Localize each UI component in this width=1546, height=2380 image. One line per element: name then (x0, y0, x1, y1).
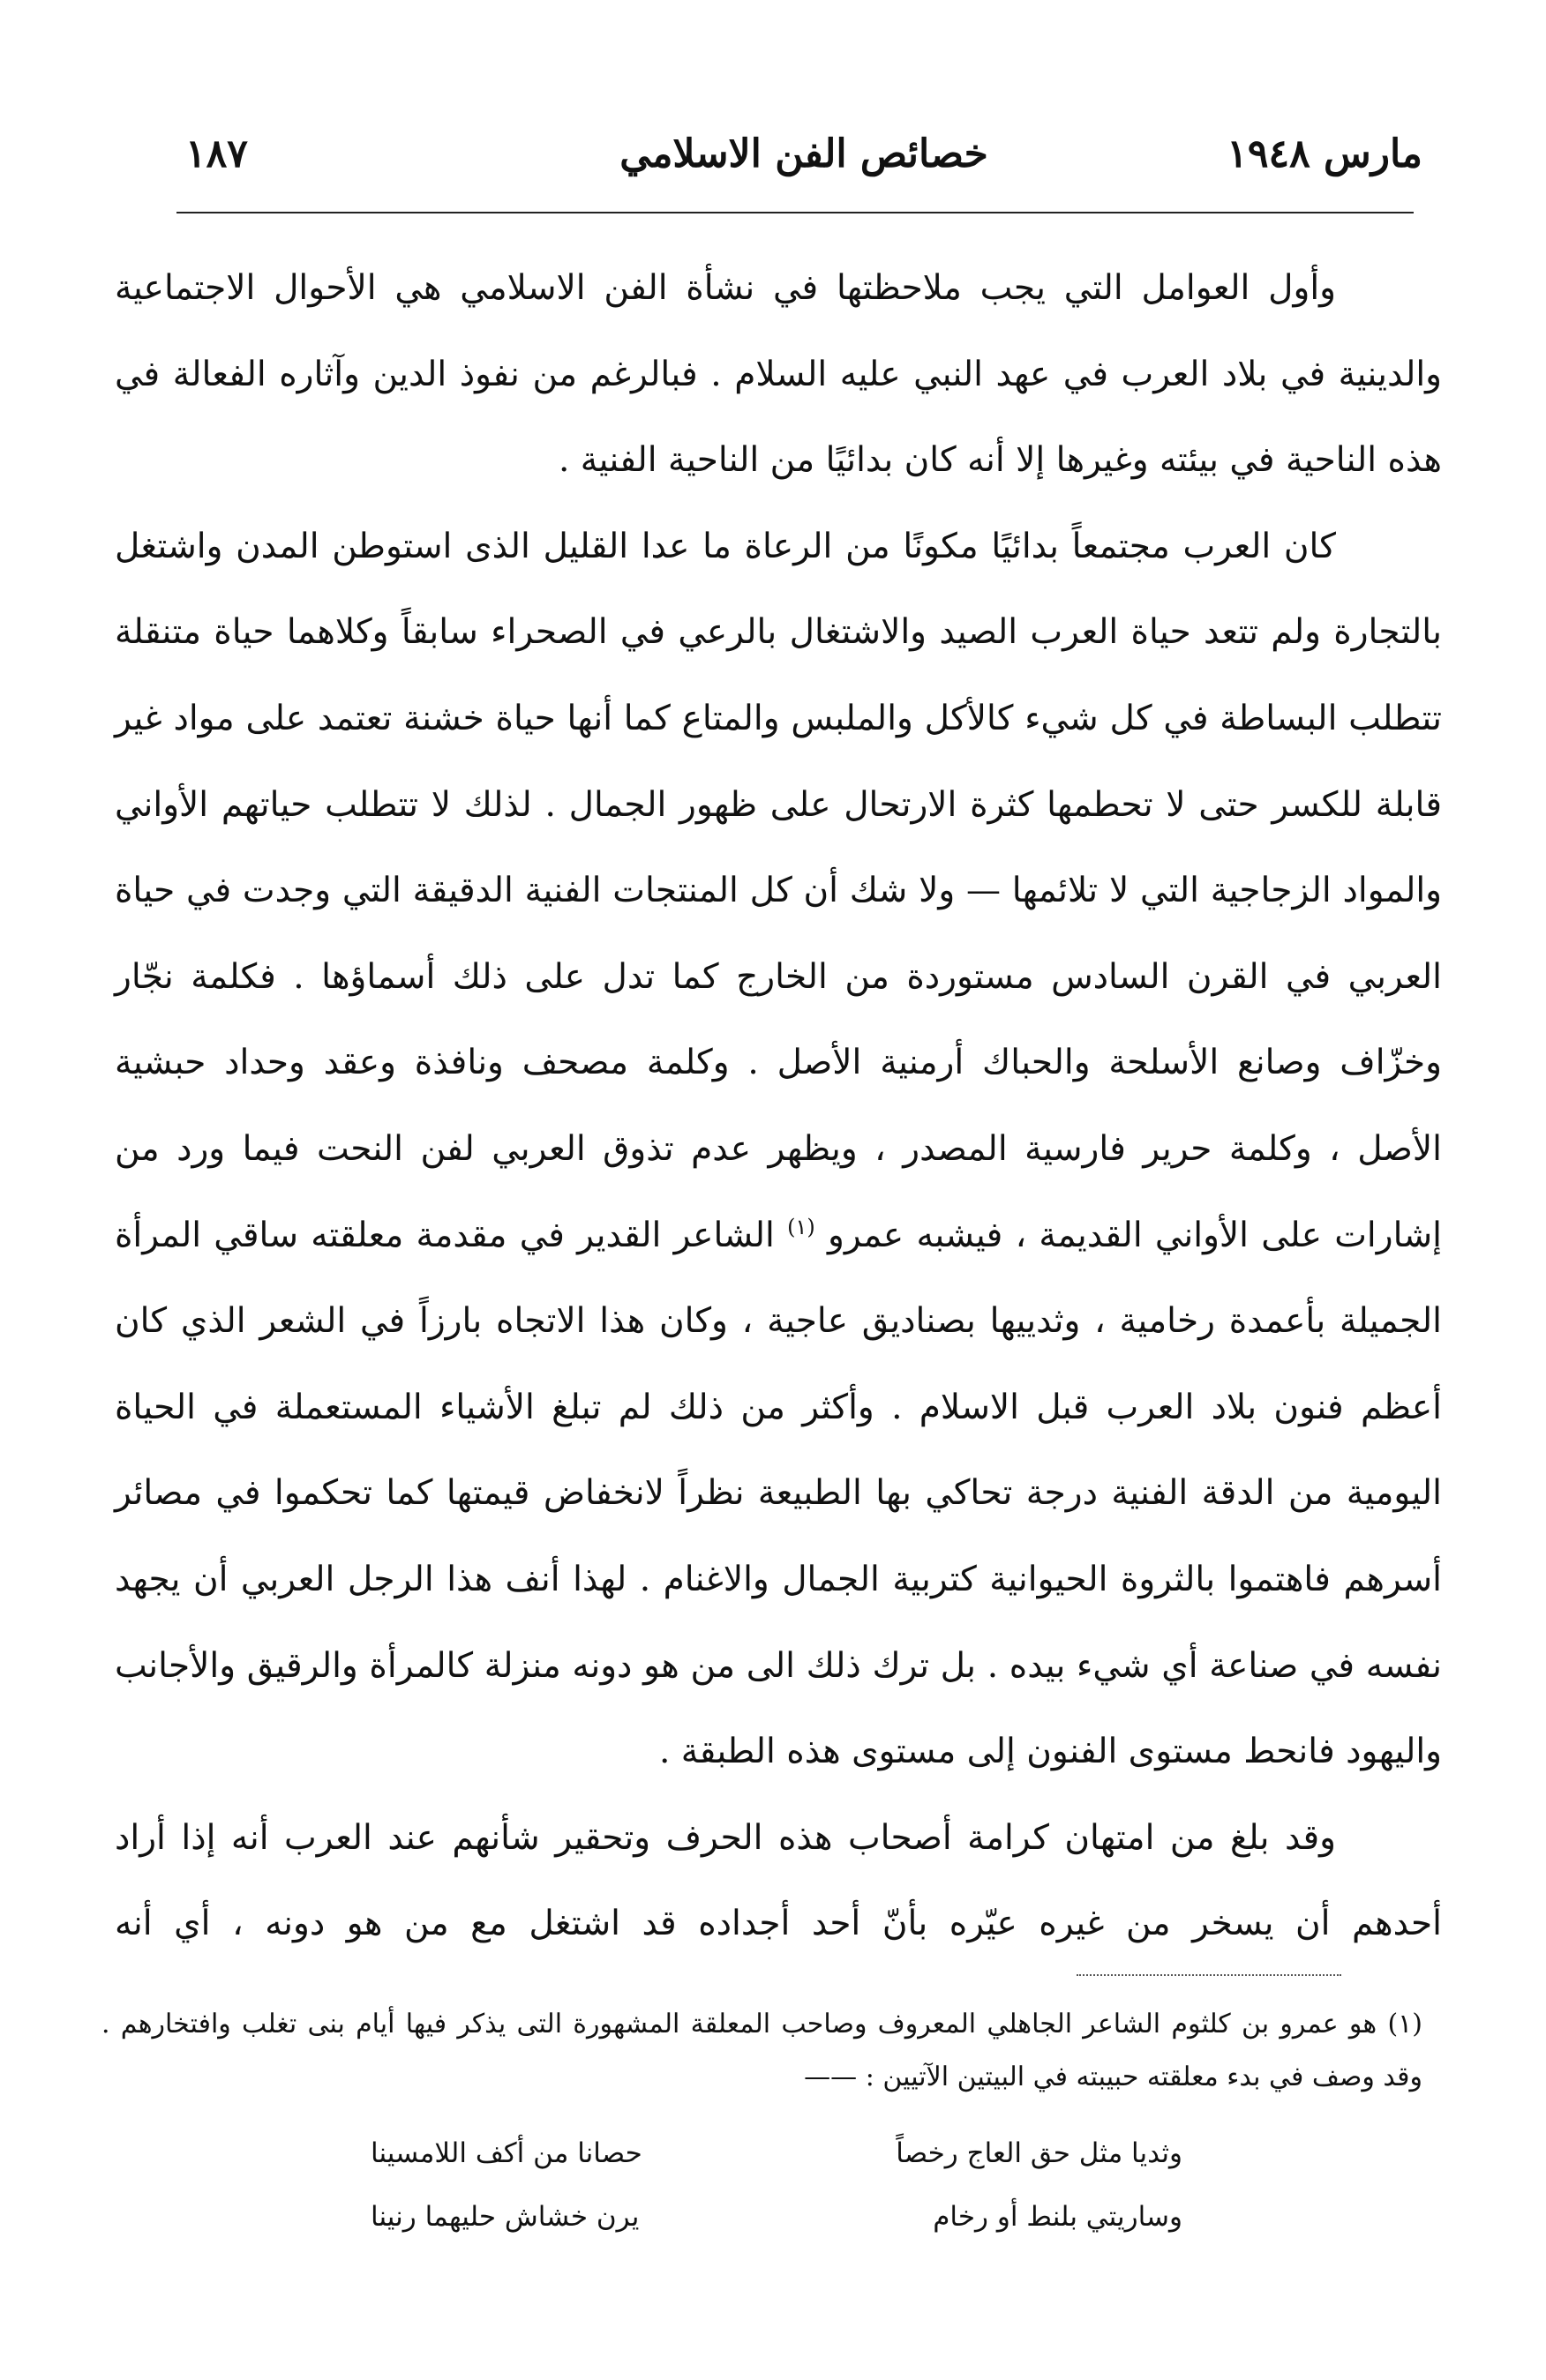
verse-block (371, 2122, 1182, 2249)
verse-line-1 (371, 2122, 1182, 2185)
verse-2-second-hemistich: يرن خشاش حليهما رنينا (371, 2201, 640, 2233)
verse-1-first-hemistich: وثديا مثل حق العاج رخصاً (896, 2137, 1182, 2169)
body-text (115, 245, 1442, 1967)
footnote-marker: (١) (787, 1214, 815, 1239)
footnote: (١) هو عمرو بن كلثوم الشاعر الجاهلي المعروف وصاحب المعلقة المشهورة التى يذكر فيها أيام بنى تغلب وافتخارهم . وقد وصف في بدء معلقته حبيبته في البيتين الآتيين : —— (101, 2009, 1422, 2092)
running-head (185, 123, 1422, 185)
footnote-divider (1077, 1974, 1341, 1976)
header-date: مارس ١٩٤٨ (1227, 131, 1422, 176)
verse-1-second-hemistich: حصانا من أكف اللامسينا (371, 2137, 642, 2169)
verse-2-first-hemistich: وساريتي بلنط أو رخام (933, 2201, 1182, 2233)
paragraph-2 (115, 504, 1442, 1795)
paragraph-3: وقد بلغ من امتهان كرامة أصحاب هذه الحرف وتحقير شأنهم عند العرب أنه إذا أراد أحدهم أن يسخر من غيره عيّره بأنّ أحد أجداده قد اشتغل مع من هو دونه ، أي أنه (115, 1817, 1442, 1944)
page-number: ١٨٧ (185, 131, 248, 176)
header-title: خصائص الفن الاسلامي (619, 131, 988, 176)
paragraph-1: وأول العوامل التي يجب ملاحظتها في نشأة الفن الاسلامي هي الأحوال الاجتماعية والدينية في بلاد العرب في عهد النبي عليه السلام . فبالرغم من نفوذ الدين وآثاره الفعالة في هذه الناحية في بيئته وغيرها إلا أنه كان بدائيًا من الناحية الفنية . (115, 268, 1442, 481)
header-divider (176, 212, 1414, 213)
paragraph-2-part-2: الشاعر القدير في مقدمة معلقته ساقي المرأة الجميلة بأعمدة رخامية ، وثدييها بصناديق عاجية ، وكان هذا الاتجاه بارزاً في الشعر الذي كان أعظم فنون بلاد العرب قبل الاسلام . وأكثر من ذلك لم تبلغ الأشياء المستعملة في الحياة اليومية من الدقة الفنية درجة تحاكي بها الطبيعة نظراً لانخفاض قيمتها كما تحكموا في مصائر أسرهم فاهتموا بالثروة الحيوانية كتربية الجمال والاغنام . لهذا أنف هذا الرجل العربي أن يجهد نفسه في صناعة أي شيء بيده . بل ترك ذلك الى من هو دونه منزلة كالمرأة والرقيق والأجانب واليهود فانحط مستوى الفنون إلى مستوى هذه الطبقة . (115, 1215, 1442, 1772)
paragraph-2-part-1: كان العرب مجتمعاً بدائيًا مكونًا من الرعاة ما عدا القليل الذى استوطن المدن واشتغل بالتجارة ولم تتعد حياة العرب الصيد والاشتغال بالرعي في الصحراء سابقاً وكلاهما حياة متنقلة تتطلب البساطة في كل شيء كالأكل والملبس والمتاع كما أنها حياة خشنة تعتمد على مواد غير قابلة للكسر حتى لا تحطمها كثرة الارتحال على ظهور الجمال . لذلك لا تتطلب حياتهم الأواني والمواد الزجاجية التي لا تلائمها — ولا شك أن كل المنتجات الفنية الدقيقة التي وجدت في حياة العربي في القرن السادس مستوردة من الخارج كما تدل على ذلك أسماؤها . فكلمة نجّار وخزّاف وصانع الأسلحة والحباك أرمنية الأصل . وكلمة مصحف ونافذة وعقد وحداد حبشية الأصل ، وكلمة حرير فارسية المصدر ، ويظهر عدم تذوق العربي لفن النحت فيما ورد من إشارات على الأواني القديمة ، فيشبه عمرو (115, 526, 1442, 1255)
verse-line-2 (371, 2185, 1182, 2249)
